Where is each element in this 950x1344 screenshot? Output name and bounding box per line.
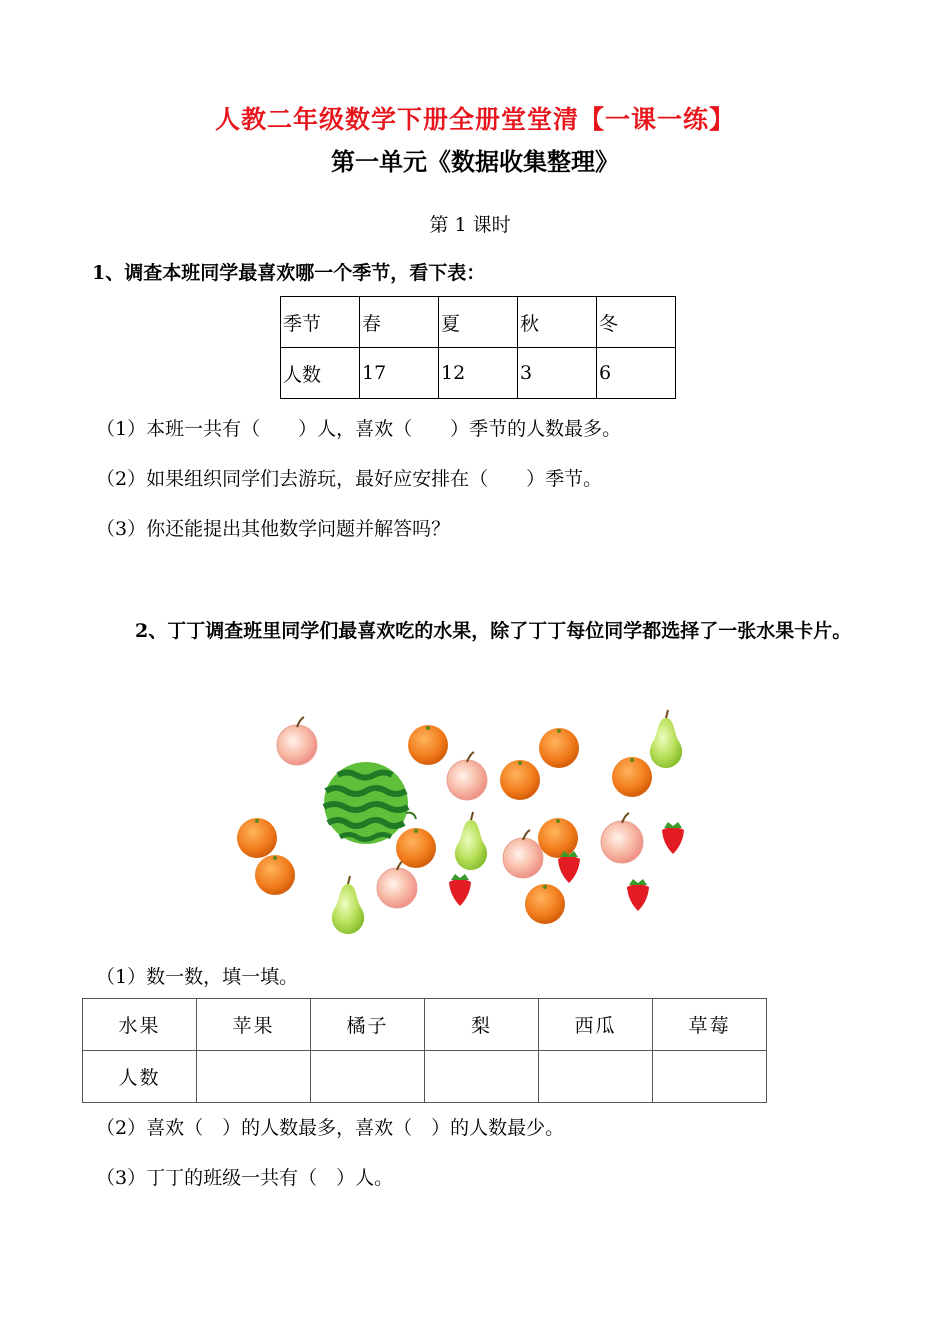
season-table (280, 296, 676, 399)
apple-icon (277, 717, 317, 765)
orange-icon (612, 757, 652, 797)
question-2-sub-1: （1）数一数，填一填。 (96, 966, 299, 988)
table-cell: 水果 (83, 999, 197, 1051)
apple-icon (447, 752, 487, 800)
table-cell: 夏 (439, 297, 518, 348)
strawberry-icon (662, 822, 684, 854)
table-cell: 梨 (425, 999, 539, 1051)
answer-cell[interactable] (425, 1051, 539, 1103)
strawberry-icon (449, 874, 471, 906)
answer-cell[interactable] (653, 1051, 767, 1103)
pear-icon (650, 710, 682, 768)
table-cell: 橘子 (311, 999, 425, 1051)
table-cell: 苹果 (197, 999, 311, 1051)
lesson-label: 第 1 课时 (429, 214, 511, 236)
orange-icon (500, 760, 540, 800)
question-1-sub-3: （3）你还能提出其他数学问题并解答吗？ (96, 518, 451, 540)
pear-icon (332, 876, 364, 934)
table-row (83, 999, 767, 1051)
orange-icon (539, 728, 579, 768)
question-2-heading: 2、丁丁调查班里同学们最喜欢吃的水果，除了丁丁每位同学都选择了一张水果卡片。 (135, 620, 852, 642)
orange-icon (255, 855, 295, 895)
table-cell: 人数 (281, 348, 360, 399)
table-cell: 6 (597, 348, 676, 399)
table-cell: 3 (518, 348, 597, 399)
apple-icon (601, 813, 643, 863)
question-1-sub-1: （1）本班一共有（ ）人，喜欢（ ）季节的人数最多。 (96, 418, 622, 440)
answer-cell[interactable] (539, 1051, 653, 1103)
answer-cell[interactable] (197, 1051, 311, 1103)
watermelon-icon (324, 762, 416, 844)
orange-icon (538, 818, 578, 858)
orange-icon (396, 828, 436, 868)
table-cell: 西瓜 (539, 999, 653, 1051)
pear-icon (455, 812, 487, 870)
unit-title: 第一单元《数据收集整理》 (331, 147, 619, 176)
orange-icon (408, 725, 448, 765)
question-2-sub-3: （3）丁丁的班级一共有（ ）人。 (96, 1167, 394, 1189)
table-cell: 草莓 (653, 999, 767, 1051)
table-row (281, 348, 676, 399)
fruit-cards-illustration (225, 705, 705, 940)
table-cell: 季节 (281, 297, 360, 348)
table-cell: 冬 (597, 297, 676, 348)
table-cell: 秋 (518, 297, 597, 348)
question-1-heading: 1、调查本班同学最喜欢哪一个季节，看下表： (92, 262, 486, 284)
strawberry-icon (627, 879, 649, 911)
fruit-table (82, 998, 767, 1103)
question-1-sub-2: （2）如果组织同学们去游玩，最好应安排在（ ）季节。 (96, 468, 603, 490)
question-2-sub-2: （2）喜欢（ ）的人数最多，喜欢（ ）的人数最少。 (96, 1117, 565, 1139)
page-title: 人教二年级数学下册全册堂堂清【一课一练】 (214, 105, 735, 134)
answer-cell[interactable] (311, 1051, 425, 1103)
table-cell: 春 (360, 297, 439, 348)
strawberry-icon (558, 851, 580, 883)
table-row (83, 1051, 767, 1103)
apple-icon (503, 830, 543, 878)
orange-icon (525, 884, 565, 924)
table-cell: 12 (439, 348, 518, 399)
orange-icon (237, 818, 277, 858)
table-cell: 17 (360, 348, 439, 399)
table-cell: 人数 (83, 1051, 197, 1103)
table-row (281, 297, 676, 348)
